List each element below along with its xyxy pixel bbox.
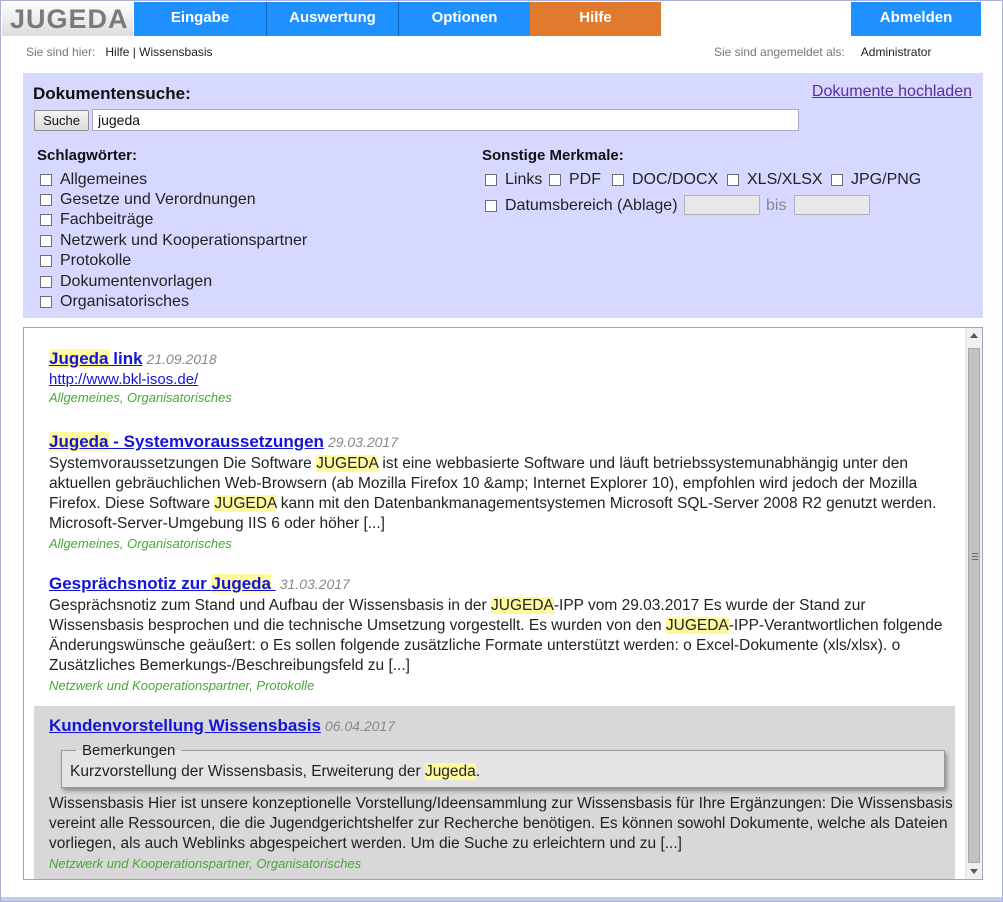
- result-title[interactable]: Jugeda - Systemvoraussetzungen: [49, 432, 324, 451]
- type-jpg[interactable]: [831, 171, 921, 189]
- keywords-title: Schlagwörter:: [37, 147, 138, 164]
- checkbox[interactable]: [40, 214, 52, 226]
- result-date: 31.03.2017: [279, 576, 350, 592]
- keyword-label: Dokumentenvorlagen: [60, 273, 213, 290]
- nav-auswertung[interactable]: Auswertung: [266, 2, 398, 36]
- features-title: Sonstige Merkmale:: [482, 147, 624, 164]
- keyword-fachbeitraege[interactable]: [40, 211, 153, 229]
- list-item: [49, 432, 944, 551]
- type-links[interactable]: [485, 171, 542, 189]
- keyword-organisatorisches[interactable]: [40, 293, 189, 311]
- grip-line: [972, 559, 978, 560]
- breadcrumb-label: Sie sind hier:: [26, 45, 96, 59]
- scrollbar-thumb[interactable]: [968, 348, 980, 863]
- bottom-border: [1, 897, 1002, 901]
- result-date: 06.04.2017: [324, 718, 395, 734]
- upload-documents-link[interactable]: Dokumente hochladen: [811, 83, 972, 100]
- checkbox[interactable]: [549, 174, 561, 186]
- keyword-netzwerk[interactable]: [40, 232, 307, 250]
- search-panel: [23, 73, 983, 318]
- checkbox[interactable]: [485, 200, 497, 212]
- breadcrumb: [26, 45, 213, 59]
- search-button[interactable]: Suche: [34, 110, 89, 131]
- checkbox[interactable]: [40, 296, 52, 308]
- login-status: [714, 45, 931, 59]
- grip-line: [972, 556, 978, 557]
- result-date: 21.09.2018: [146, 351, 217, 367]
- remarks-box: [61, 742, 945, 788]
- results-scrollbar[interactable]: [965, 328, 982, 879]
- search-title: Dokumentensuche:: [33, 84, 191, 103]
- scroll-up-arrow-icon[interactable]: [970, 333, 978, 338]
- checkbox[interactable]: [40, 255, 52, 267]
- remarks-label: Bemerkungen: [82, 742, 176, 759]
- checkbox[interactable]: [40, 235, 52, 247]
- keyword-label: Netzwerk und Kooperationspartner: [60, 232, 308, 249]
- result-tags: Netzwerk und Kooperationspartner, Organisatorisches: [49, 856, 362, 871]
- checkbox[interactable]: [727, 174, 739, 186]
- type-label: PDF: [569, 171, 601, 188]
- checkbox[interactable]: [40, 276, 52, 288]
- nav-eingabe[interactable]: Eingabe: [134, 2, 266, 36]
- date-range-toggle[interactable]: [485, 197, 678, 215]
- result-title[interactable]: Jugeda link: [49, 349, 143, 368]
- list-item-selected: [34, 706, 955, 880]
- result-tags: Netzwerk und Kooperationspartner, Protokolle: [49, 678, 315, 693]
- keyword-label: Gesetze und Verordnungen: [60, 191, 256, 208]
- type-pdf[interactable]: [549, 171, 601, 189]
- date-from-input[interactable]: [684, 195, 760, 215]
- keyword-allgemeines[interactable]: [40, 171, 147, 189]
- scroll-down-arrow-icon[interactable]: [970, 869, 978, 874]
- date-to-label: bis: [766, 197, 787, 214]
- results-list: [23, 327, 983, 880]
- checkbox[interactable]: [40, 174, 52, 186]
- result-snippet: Wissensbasis Hier ist unsere konzeptionelle Vorstellung/Ideensammlung zur Wissensbasis für Ihre Ergänzungen: Die Wissensbasis vereint alle Ressourcen, die die Jugendgerichtshelfer zur Recherche benötigen. Es können sowohl Dokumente, welche als Dateien vorliegen, als auch Weblinks abgespeichert werden. Um die Suche zu erleichtern und zu [...]: [49, 795, 953, 852]
- checkbox[interactable]: [485, 174, 497, 186]
- nav-optionen[interactable]: Optionen: [398, 2, 530, 36]
- keyword-label: Allgemeines: [60, 171, 148, 188]
- checkbox[interactable]: [612, 174, 624, 186]
- result-title[interactable]: Gesprächsnotiz zur Jugeda: [49, 574, 272, 593]
- type-label: XLS/XLSX: [747, 171, 823, 188]
- breadcrumb-path: Hilfe | Wissensbasis: [105, 45, 213, 59]
- logout-button[interactable]: Abmelden: [851, 2, 981, 36]
- app-logo: JUGEDA: [2, 2, 133, 36]
- keyword-label: Fachbeiträge: [60, 211, 154, 228]
- nav-hilfe[interactable]: Hilfe: [530, 2, 661, 36]
- keyword-label: Organisatorisches: [60, 293, 189, 310]
- date-to-input[interactable]: [794, 195, 870, 215]
- type-label: JPG/PNG: [851, 171, 922, 188]
- keyword-label: Protokolle: [60, 252, 132, 269]
- type-label: DOC/DOCX: [632, 171, 719, 188]
- search-input[interactable]: [92, 109, 799, 131]
- result-date: 29.03.2017: [327, 434, 399, 450]
- list-item: [49, 349, 944, 405]
- result-snippet: Gesprächsnotiz zum Stand und Aufbau der Wissensbasis in der JUGEDA-IPP vom 29.03.2017 Es wurde der Stand zur Wissensbasis besprochen und die technische Umsetzung vorgestellt. Es wurden von den JUGEDA-IPP-Verantwortlichen folgende Änderungswünsche geäußert: o Es sollen folgende zusätzliche Formate unterstützt werden: o Excel-Dokumente (xls/xlsx). o Zusätzliches Bemerkungs-/Beschreibungsfeld zu [...]: [49, 597, 943, 674]
- type-label: Links: [505, 171, 543, 188]
- top-navigation: [1, 1, 1002, 37]
- result-url[interactable]: http://www.bkl-isos.de/: [49, 371, 199, 388]
- login-label: Sie sind angemeldet als:: [714, 45, 845, 59]
- result-title[interactable]: Kundenvorstellung Wissensbasis: [49, 716, 321, 735]
- result-snippet: Systemvoraussetzungen Die Software JUGEDA ist eine webbasierte Software und läuft betriebssystemunabhängig unter den aktuellen gebräuchlichen Web-Browsern (ab Mozilla Firefox 10 &amp; Internet Explorer 10), empfohlen wird jedoch der Mozilla Firefox. Diese Software JUGEDA kann mit den Datenbankmanagementsystemen Microsoft SQL-Server 2008 R2 genutzt werden. Microsoft-Server-Umgebung IIS 6 oder höher [...]: [49, 455, 937, 532]
- remarks-text: Kurzvorstellung der Wissensbasis, Erweiterung der Jugeda.: [70, 763, 481, 780]
- keyword-dokumentenvorlagen[interactable]: [40, 273, 212, 291]
- grip-line: [972, 553, 978, 554]
- date-range-label: Datumsbereich (Ablage): [505, 197, 678, 214]
- keyword-gesetze[interactable]: [40, 191, 256, 209]
- list-item: [49, 574, 944, 693]
- checkbox[interactable]: [40, 194, 52, 206]
- username: Administrator: [860, 45, 932, 59]
- type-xls[interactable]: [727, 171, 823, 189]
- keyword-protokolle[interactable]: [40, 252, 131, 270]
- checkbox[interactable]: [831, 174, 843, 186]
- result-tags: Allgemeines, Organisatorisches: [49, 536, 232, 551]
- type-doc[interactable]: [612, 171, 718, 189]
- result-tags: Allgemeines, Organisatorisches: [49, 390, 232, 405]
